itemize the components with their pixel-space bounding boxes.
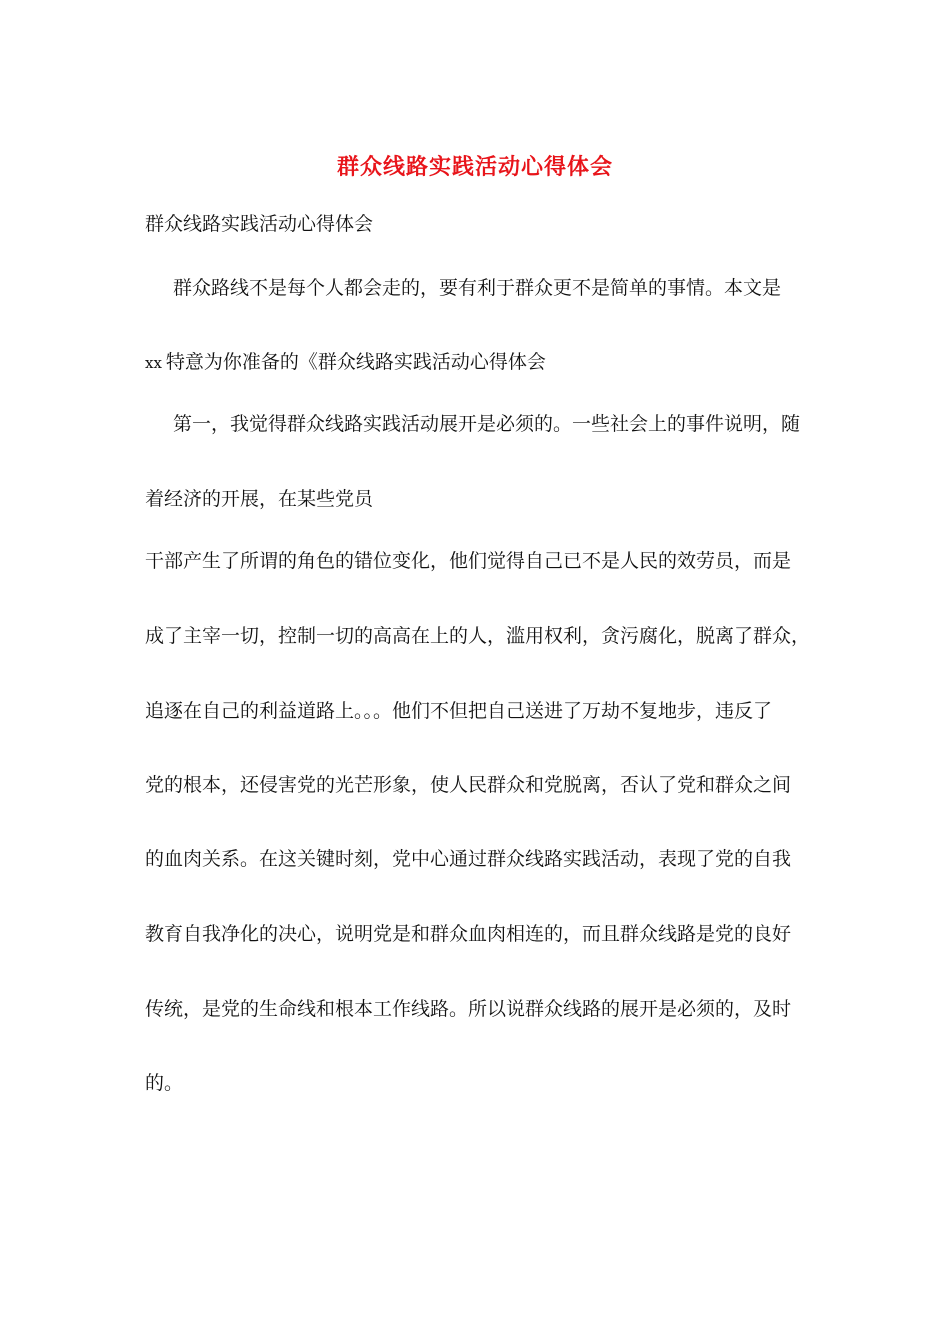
intro-line-2 xyxy=(145,350,546,375)
paragraph-line: 成了主宰一切，控制一切的高高在上的人，滥用权利，贪污腐化，脱离了群众， xyxy=(145,625,811,647)
paragraph-line: 传统，是党的生命线和根本工作线路。所以说群众线路的展开是必须的，及时 xyxy=(145,998,792,1020)
document-title: 群众线路实践活动心得体会 xyxy=(336,154,613,180)
paragraph-line: 党的根本，还侵害党的光芒形象，使人民群众和党脱离，否认了党和群众之间 xyxy=(145,774,792,796)
paragraph-line: 的血肉关系。在这关键时刻，党中心通过群众线路实践活动，表现了党的自我 xyxy=(145,848,792,870)
intro-line-1: 群众路线不是每个人都会走的，要有利于群众更不是简单的事情。本文是 xyxy=(173,277,782,299)
paragraph-line: 第一，我觉得群众线路实践活动展开是必须的。一些社会上的事件说明，随 xyxy=(173,413,801,435)
paragraph-line: 教育自我净化的决心，说明党是和群众血肉相连的，而且群众线路是党的良好 xyxy=(145,923,792,945)
intro-line-2-text: 特意为你准备的《群众线路实践活动心得体会 xyxy=(165,351,546,373)
paragraph-line: 追逐在自己的利益道路上。。。他们不但把自己送进了万劫不复地步，违反了 xyxy=(145,700,773,722)
document-subtitle: 群众线路实践活动心得体会 xyxy=(145,213,374,235)
intro-prefix: xx xyxy=(145,354,162,372)
paragraph-line: 干部产生了所谓的角色的错位变化，他们觉得自己已不是人民的效劳员，而是 xyxy=(145,550,792,572)
paragraph-line: 的。 xyxy=(145,1072,184,1094)
paragraph-line: 着经济的开展，在某些党员 xyxy=(145,488,374,510)
